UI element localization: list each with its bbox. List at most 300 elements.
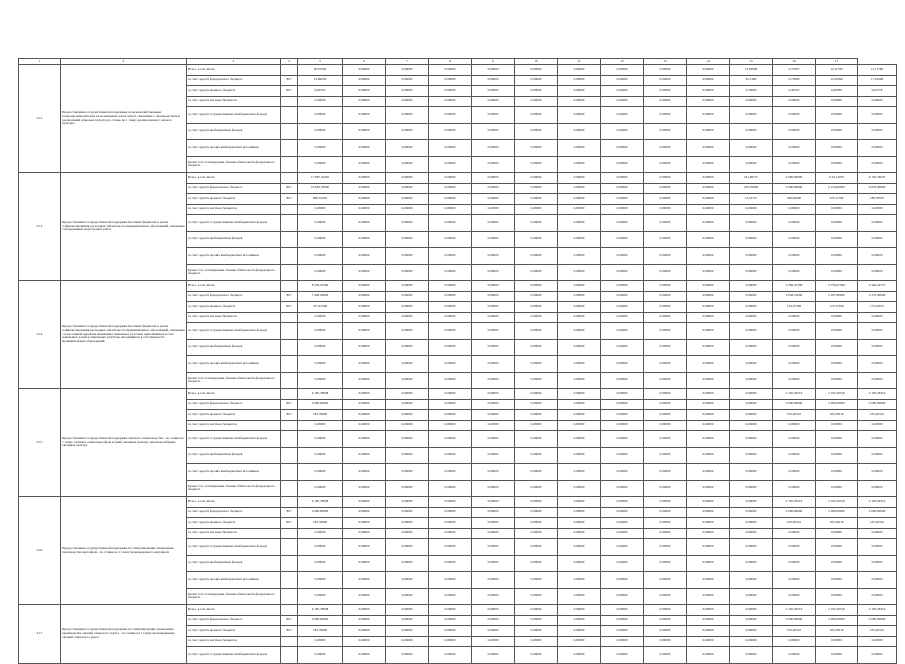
amount-cell: 0,49765: [773, 86, 816, 97]
amount-cell: 0,00000: [687, 647, 730, 664]
amount-cell: 0,00000: [773, 123, 816, 140]
amount-cell: 0,00000: [558, 156, 601, 173]
kbk-code: [281, 431, 298, 448]
amount-cell: 0,00000: [429, 555, 472, 572]
amount-cell: 0,00000: [730, 312, 773, 323]
amount-cell: 6 070,00000: [858, 183, 897, 194]
amount-cell: 0,00000: [298, 312, 343, 323]
amount-cell: 175,22631: [858, 302, 897, 313]
amount-cell: 0,00000: [730, 281, 773, 292]
amount-cell: 0,00000: [558, 647, 601, 664]
amount-cell: 0,00000: [687, 204, 730, 215]
amount-cell: 0,00000: [687, 339, 730, 356]
amount-cell: 0,00000: [773, 528, 816, 539]
amount-cell: 0,00000: [601, 615, 644, 626]
funding-source-label: за счет средств краевого бюджета: [187, 626, 281, 637]
amount-cell: 0,00000: [298, 528, 343, 539]
amount-cell: 0,00000: [343, 312, 386, 323]
amount-cell: 0,00000: [644, 518, 687, 529]
section-name: Предоставление государственной поддержки на стимулирование увеличения производства картофеля - по ставке на 1 тонну произведенного картофеля: [61, 497, 187, 605]
amount-cell: 0,00000: [730, 215, 773, 232]
amount-cell: 0,00000: [858, 339, 897, 356]
amount-cell: 0,00000: [687, 528, 730, 539]
amount-cell: 0,00000: [601, 75, 644, 86]
funding-source-label: за счет средств федерального бюджета: [187, 291, 281, 302]
funding-source-label: за счет средств краевого бюджета: [187, 518, 281, 529]
amount-cell: 0,00000: [386, 156, 429, 173]
funding-source-label: за счет средств местных бюджетов: [187, 204, 281, 215]
funding-source-label: за счет средств прочих внебюджетных источников: [187, 572, 281, 589]
amount-cell: 0,00000: [386, 123, 429, 140]
amount-cell: 0,00000: [472, 215, 515, 232]
amount-cell: 0,75000: [773, 75, 816, 86]
amount-cell: 0,00000: [472, 464, 515, 481]
amount-cell: 0,00000: [858, 636, 897, 647]
funding-source-label: за счет средств федерального бюджета: [187, 615, 281, 626]
amount-cell: 8 502,47266: [298, 281, 343, 292]
amount-cell: 0,00000: [386, 65, 429, 76]
amount-cell: 0,00000: [343, 86, 386, 97]
amount-cell: 0,00000: [515, 140, 558, 157]
amount-cell: 0,00000: [730, 231, 773, 248]
amount-cell: 0,00000: [858, 528, 897, 539]
amount-cell: 0,00000: [298, 480, 343, 497]
amount-cell: 0,00000: [773, 231, 816, 248]
section-name: Предоставление государственной поддержки на стимулирование увеличения производства овощей открытого грунта - по ставке на 1 тонну произведенных овощей открытого грунта: [61, 605, 187, 664]
amount-cell: 0,00000: [429, 497, 472, 508]
amount-cell: 0,00000: [343, 636, 386, 647]
amount-cell: 11,11789: [858, 65, 897, 76]
amount-cell: 0,00000: [429, 123, 472, 140]
amount-cell: 0,00000: [429, 291, 472, 302]
amount-cell: 0,00000: [644, 605, 687, 616]
amount-cell: 0,00000: [687, 215, 730, 232]
amount-cell: 0,00000: [644, 572, 687, 589]
amount-cell: 0,00000: [515, 372, 558, 389]
amount-cell: 0,00000: [386, 264, 429, 281]
amount-cell: 0,00000: [687, 75, 730, 86]
funding-source-label: за счет средств внебюджетных фондов: [187, 447, 281, 464]
amount-cell: 0,00000: [298, 339, 343, 356]
amount-cell: 105,26316: [858, 626, 897, 637]
amount-cell: 0,00000: [773, 248, 816, 265]
amount-cell: 2 105,26316: [773, 605, 816, 616]
amount-cell: 0,00000: [601, 312, 644, 323]
amount-cell: 0,00000: [858, 464, 897, 481]
amount-cell: 0,00000: [386, 497, 429, 508]
amount-cell: 0,00000: [472, 555, 515, 572]
amount-cell: 0,00000: [515, 173, 558, 184]
amount-cell: 185,78948: [298, 626, 343, 637]
section-name: Предоставление государственной поддержки сельскохозяйственным товаропроизводителям на возмещение части затрат, связанных с производством и реализацией зерновых культур по ставке на 1 тонну реализованного зерна в культуре: [61, 65, 187, 173]
amount-cell: 2 444,52757: [858, 281, 897, 292]
amount-cell: 2 105,26316: [858, 605, 897, 616]
amount-cell: 0,00000: [515, 518, 558, 529]
amount-cell: 0,00000: [558, 431, 601, 448]
amount-cell: 0,00000: [386, 615, 429, 626]
amount-cell: 0,00000: [472, 156, 515, 173]
amount-cell: 6 44,15070: [816, 173, 858, 184]
amount-cell: 0,00000: [730, 96, 773, 107]
amount-cell: 0,00000: [730, 480, 773, 497]
kbk-code: [281, 248, 298, 265]
amount-cell: 0,00000: [343, 480, 386, 497]
amount-cell: 0,00000: [343, 572, 386, 589]
funding-source-label: Кроме того, планируемые объемы обязательств федерального бюджета: [187, 264, 281, 281]
amount-cell: 0,00000: [429, 528, 472, 539]
amount-cell: 0,00000: [687, 389, 730, 400]
amount-cell: 0,00000: [472, 647, 515, 664]
amount-cell: 105,26316: [816, 410, 858, 421]
amount-cell: 0,00000: [687, 588, 730, 605]
amount-cell: 0,00000: [515, 356, 558, 373]
amount-cell: 0,00000: [429, 480, 472, 497]
funding-source-label: за счет средств прочих внебюджетных источников: [187, 464, 281, 481]
amount-cell: 0,00000: [515, 281, 558, 292]
header-cell: 16: [773, 59, 816, 65]
amount-cell: 9 000,00000: [298, 507, 343, 518]
amount-cell: 0,00000: [343, 173, 386, 184]
amount-cell: 0,00000: [515, 65, 558, 76]
amount-cell: 0,00000: [515, 389, 558, 400]
amount-cell: 0,00000: [601, 281, 644, 292]
amount-cell: 0,00000: [472, 194, 515, 205]
funding-source-label: за счет средств государственных внебюджетных фондов: [187, 539, 281, 556]
section-name: Предоставление государственной поддержки элитного семеноводства - по ставке на 1 тонну элитных семян картофеля и (или) овощных культур, включая гибриды овощных культур: [61, 389, 187, 497]
amount-cell: 2 272,30000: [858, 291, 897, 302]
amount-cell: 0,00000: [386, 75, 429, 86]
kbk-code: 807: [281, 302, 298, 313]
amount-cell: 0,00000: [558, 636, 601, 647]
amount-cell: 0,00000: [687, 231, 730, 248]
amount-cell: 0,00000: [816, 204, 858, 215]
amount-cell: 0,00000: [644, 215, 687, 232]
amount-cell: 0,00000: [386, 539, 429, 556]
amount-cell: 0,00000: [298, 264, 343, 281]
amount-cell: 0,00000: [386, 372, 429, 389]
amount-cell: 0,00000: [515, 291, 558, 302]
amount-cell: 0,65778: [858, 86, 897, 97]
amount-cell: 0,00000: [472, 420, 515, 431]
amount-cell: 0,00000: [472, 389, 515, 400]
funding-source-label: за счет средств прочих внебюджетных источников: [187, 356, 281, 373]
amount-cell: 0,00000: [386, 464, 429, 481]
amount-cell: 0,00000: [687, 86, 730, 97]
amount-cell: 0,00000: [816, 215, 858, 232]
amount-cell: 0,00000: [429, 323, 472, 340]
amount-cell: 0,00000: [601, 480, 644, 497]
amount-cell: 2 000,00000: [858, 507, 897, 518]
amount-cell: 0,00000: [343, 248, 386, 265]
amount-cell: 0,00000: [472, 572, 515, 589]
kbk-code: [281, 356, 298, 373]
amount-cell: 0,00000: [687, 399, 730, 410]
amount-cell: 0,00000: [773, 431, 816, 448]
amount-cell: 0,00000: [601, 464, 644, 481]
amount-cell: 0,00000: [515, 507, 558, 518]
amount-cell: 0,00000: [730, 399, 773, 410]
amount-cell: 0,00000: [858, 204, 897, 215]
section-code: 3.15.: [19, 389, 61, 497]
amount-cell: 0,00000: [515, 399, 558, 410]
funding-source-label: за счет средств местных бюджетов: [187, 420, 281, 431]
amount-cell: 0,00000: [558, 389, 601, 400]
funding-source-label: Всего, в том числе:: [187, 605, 281, 616]
amount-cell: 0,00000: [515, 215, 558, 232]
amount-cell: 0,00000: [644, 626, 687, 637]
amount-cell: 0,00000: [558, 140, 601, 157]
amount-cell: 0,00000: [816, 647, 858, 664]
kbk-code: [281, 497, 298, 508]
amount-cell: 0,00000: [429, 65, 472, 76]
amount-cell: 300,00000: [773, 194, 816, 205]
funding-source-label: за счет средств федерального бюджета: [187, 183, 281, 194]
amount-cell: 12,00000: [730, 65, 773, 76]
header-cell: 2: [61, 59, 187, 65]
amount-cell: 0,00000: [773, 264, 816, 281]
kbk-code: 807: [281, 615, 298, 626]
kbk-code: [281, 215, 298, 232]
amount-cell: 0,00000: [816, 312, 858, 323]
amount-cell: 0,00000: [644, 528, 687, 539]
amount-cell: 0,00000: [558, 410, 601, 421]
amount-cell: 0,00000: [386, 588, 429, 605]
amount-cell: 0,00000: [343, 183, 386, 194]
amount-cell: 0,00000: [515, 431, 558, 448]
kbk-code: 807: [281, 291, 298, 302]
kbk-code: 807: [281, 86, 298, 97]
amount-cell: 0,00000: [558, 194, 601, 205]
amount-cell: 0,00000: [601, 605, 644, 616]
kbk-code: [281, 173, 298, 184]
amount-cell: 0,00000: [515, 323, 558, 340]
amount-cell: 0,00000: [472, 183, 515, 194]
funding-source-label: за счет средств краевого бюджета: [187, 194, 281, 205]
amount-cell: 0,00000: [429, 75, 472, 86]
funding-source-label: за счет средств государственных внебюджетных фондов: [187, 323, 281, 340]
funding-source-label: за счет средств местных бюджетов: [187, 528, 281, 539]
amount-cell: 0,00000: [386, 140, 429, 157]
amount-cell: 0,00000: [730, 636, 773, 647]
header-cell: 15: [730, 59, 773, 65]
amount-cell: 0,00000: [773, 107, 816, 124]
amount-cell: 0,00000: [644, 291, 687, 302]
amount-cell: 0,00000: [730, 528, 773, 539]
amount-cell: 0,00000: [386, 183, 429, 194]
amount-cell: 0,00000: [858, 231, 897, 248]
amount-cell: 0,00000: [816, 528, 858, 539]
amount-cell: 0,00000: [730, 107, 773, 124]
amount-cell: 0,00000: [644, 588, 687, 605]
amount-cell: 0,00000: [429, 356, 472, 373]
amount-cell: 0,00000: [515, 626, 558, 637]
amount-cell: 0,00000: [515, 555, 558, 572]
amount-cell: 0,00000: [816, 539, 858, 556]
header-cell: 5: [298, 59, 343, 65]
kbk-code: [281, 480, 298, 497]
amount-cell: 0,00000: [558, 86, 601, 97]
amount-cell: 0,00000: [644, 539, 687, 556]
amount-cell: 0,00000: [687, 248, 730, 265]
amount-cell: 105,26316: [816, 518, 858, 529]
amount-cell: 0,00000: [298, 204, 343, 215]
amount-cell: 0,00000: [298, 431, 343, 448]
amount-cell: 0,00000: [472, 626, 515, 637]
amount-cell: 0,00000: [601, 215, 644, 232]
amount-cell: 0,00000: [472, 410, 515, 421]
amount-cell: 0,00000: [816, 555, 858, 572]
amount-cell: 0,00000: [472, 605, 515, 616]
funding-source-label: Кроме того, планируемые объемы обязательств федерального бюджета: [187, 156, 281, 173]
amount-cell: 6 124,00000: [816, 183, 858, 194]
amount-cell: 0,00000: [601, 356, 644, 373]
amount-cell: 0,00000: [773, 356, 816, 373]
amount-cell: 0,00000: [601, 96, 644, 107]
amount-cell: 0,00000: [472, 431, 515, 448]
amount-cell: 0,00000: [429, 302, 472, 313]
amount-cell: 0,00000: [343, 518, 386, 529]
amount-cell: 0,00000: [816, 356, 858, 373]
amount-cell: 0,00000: [472, 399, 515, 410]
amount-cell: 0,00000: [558, 312, 601, 323]
amount-cell: 0,00000: [644, 555, 687, 572]
amount-cell: 0,00000: [644, 281, 687, 292]
amount-cell: 0,00000: [687, 605, 730, 616]
amount-cell: 0,00000: [429, 215, 472, 232]
amount-cell: 0,00000: [601, 231, 644, 248]
amount-cell: 0,00000: [601, 123, 644, 140]
amount-cell: 0,00000: [687, 507, 730, 518]
amount-cell: 0,00000: [343, 96, 386, 107]
section-name: Предоставление государственной поддержки местным бюджетам в целях софинансирования расходных обязательств муниципальных образований, связанных с подготовкой проектов межевания земельных участков, выполняемых в счет земельных долей и земельных участков, находящихся в собственности муниципальных образований: [61, 281, 187, 389]
kbk-code: [281, 107, 298, 124]
amount-cell: 0,00000: [601, 447, 644, 464]
amount-cell: 0,00000: [298, 323, 343, 340]
amount-cell: 2 105,26316: [816, 497, 858, 508]
amount-cell: 0,00000: [386, 356, 429, 373]
kbk-code: 807: [281, 194, 298, 205]
amount-cell: 0,00000: [687, 626, 730, 637]
amount-cell: 0,00000: [343, 339, 386, 356]
amount-cell: 0,00000: [515, 539, 558, 556]
amount-cell: 4 960,00000: [773, 183, 816, 194]
kbk-code: [281, 96, 298, 107]
amount-cell: 0,00000: [429, 194, 472, 205]
amount-cell: 15,32727: [730, 194, 773, 205]
amount-cell: 0,00000: [730, 302, 773, 313]
funding-source-label: за счет средств краевого бюджета: [187, 410, 281, 421]
amount-cell: 0,00000: [343, 431, 386, 448]
amount-cell: 0,00000: [343, 539, 386, 556]
amount-cell: 0,00000: [429, 647, 472, 664]
amount-cell: 0,00000: [429, 312, 472, 323]
amount-cell: 0,00000: [816, 588, 858, 605]
funding-source-label: Всего, в том числе:: [187, 281, 281, 292]
kbk-code: 807: [281, 507, 298, 518]
amount-cell: 0,00000: [386, 194, 429, 205]
amount-cell: 0,00000: [472, 323, 515, 340]
amount-cell: 0,00000: [601, 539, 644, 556]
amount-cell: 0,00000: [429, 86, 472, 97]
amount-cell: 0,00000: [429, 372, 472, 389]
amount-cell: 0,00000: [298, 636, 343, 647]
amount-cell: 0,00000: [386, 518, 429, 529]
amount-cell: 0,00000: [858, 588, 897, 605]
amount-cell: 323,11799: [816, 194, 858, 205]
amount-cell: 9 185,78948: [298, 389, 343, 400]
amount-cell: 0,00000: [644, 507, 687, 518]
amount-cell: 0,00000: [515, 588, 558, 605]
amount-cell: 16 892,70000: [298, 183, 343, 194]
amount-cell: 0,00000: [730, 389, 773, 400]
amount-cell: 0,00000: [730, 323, 773, 340]
amount-cell: 0,00000: [472, 231, 515, 248]
amount-cell: 0,00000: [558, 183, 601, 194]
amount-cell: 0,00000: [429, 420, 472, 431]
amount-cell: 0,00000: [644, 615, 687, 626]
amount-cell: 0,00000: [644, 173, 687, 184]
amount-cell: 0,00000: [644, 497, 687, 508]
amount-cell: 0,00000: [386, 248, 429, 265]
amount-cell: 0,00000: [386, 215, 429, 232]
amount-cell: 0,00000: [644, 302, 687, 313]
amount-cell: 0,00000: [858, 140, 897, 157]
amount-cell: 0,00000: [730, 356, 773, 373]
amount-cell: 0,00000: [558, 231, 601, 248]
amount-cell: 0,00000: [558, 356, 601, 373]
amount-cell: 0,00000: [343, 647, 386, 664]
amount-cell: 0,00000: [644, 323, 687, 340]
amount-cell: 185,78948: [298, 518, 343, 529]
amount-cell: 0,00000: [601, 626, 644, 637]
amount-cell: 0,00000: [601, 410, 644, 421]
amount-cell: 0,00000: [858, 431, 897, 448]
amount-cell: 0,00000: [601, 572, 644, 589]
amount-cell: 0,00000: [816, 156, 858, 173]
amount-cell: 0,00000: [644, 107, 687, 124]
amount-cell: 0,00000: [429, 96, 472, 107]
amount-cell: 0,00000: [343, 356, 386, 373]
amount-cell: 0,00000: [386, 399, 429, 410]
amount-cell: 0,00000: [730, 447, 773, 464]
amount-cell: 0,00000: [298, 555, 343, 572]
amount-cell: 0,00000: [343, 464, 386, 481]
amount-cell: 0,00000: [858, 96, 897, 107]
amount-cell: 0,00000: [472, 615, 515, 626]
amount-cell: 0,00000: [730, 507, 773, 518]
funding-source-label: за счет средств местных бюджетов: [187, 96, 281, 107]
amount-cell: 0,00000: [687, 156, 730, 173]
funding-source-label: за счет средств государственных внебюджетных фондов: [187, 647, 281, 664]
amount-cell: 2 297,90000: [816, 291, 858, 302]
amount-cell: 0,00000: [858, 572, 897, 589]
amount-cell: 2 000,00000: [816, 507, 858, 518]
kbk-code: [281, 156, 298, 173]
amount-cell: 0,00000: [298, 647, 343, 664]
amount-cell: 0,00000: [644, 65, 687, 76]
amount-cell: 0,00000: [601, 204, 644, 215]
amount-cell: 0,00000: [515, 107, 558, 124]
amount-cell: 0,00000: [644, 248, 687, 265]
amount-cell: 0,00000: [601, 431, 644, 448]
amount-cell: 0,00000: [472, 302, 515, 313]
amount-cell: 0,00000: [644, 231, 687, 248]
amount-cell: 0,00000: [472, 264, 515, 281]
amount-cell: 0,00000: [429, 389, 472, 400]
amount-cell: 0,00000: [343, 291, 386, 302]
amount-cell: 0,00000: [472, 96, 515, 107]
kbk-code: [281, 447, 298, 464]
